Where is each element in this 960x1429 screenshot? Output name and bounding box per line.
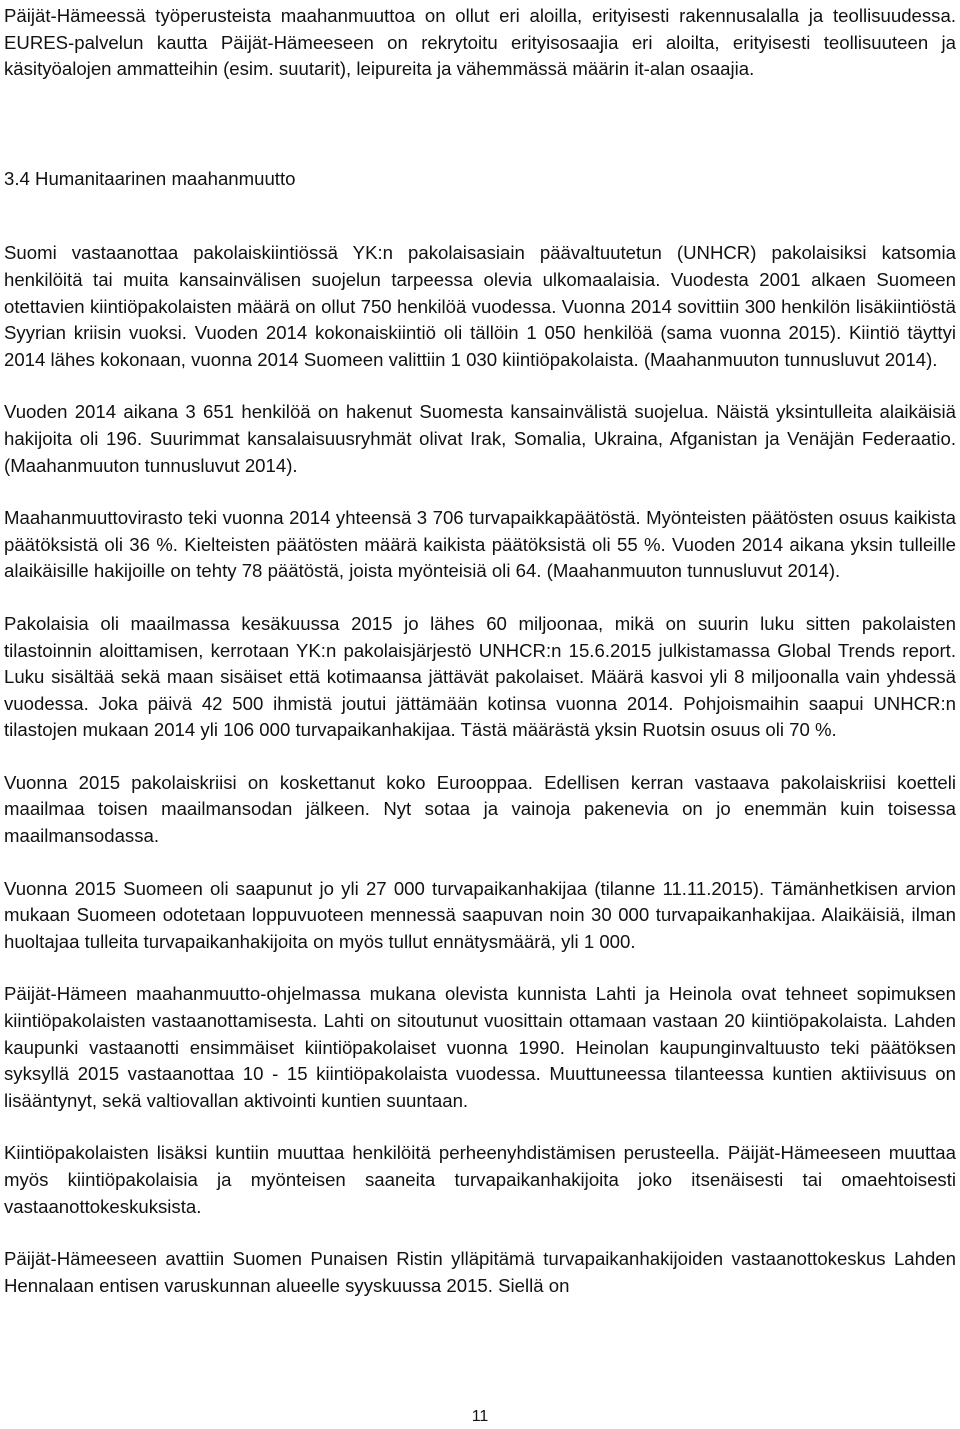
paragraph-global-refugees: Pakolaisia oli maailmassa kesäkuussa 2015 jo lähes 60 miljoonaa, mikä on suurin luku sitten pakolaisten tilastoinnin aloittamisen, kerrotaan YK:n pakolaisjärjestö UNHCR:n 15.6.2015 julkistamassa Global Trends report. Luku sisältää sekä maan sisäiset että kotimaansa jättävät pakolaiset. Määrä kasvoi yli 8 miljoonalla vain yhdessä vuodessa. Joka päivä 42 500 ihmistä joutui jättämään kotinsa vuonna 2014. Pohjoismaihin saapui UNHCR:n tilastojen mukaan 2014 yli 106 000 turvapaikanhakijaa. Tästä määrästä yksin Ruotsin osuus oli 70 %. [4, 612, 956, 741]
paragraph-paijat-hame-program: Päijät-Hämeen maahanmuutto-ohjelmassa mukana olevista kunnista Lahti ja Heinola ovat tehneet sopimuksen kiintiöpakolaisten vastaanottamisesta. Lahti on sitoutunut vuosittain ottamaan vastaan 20 kiintiöpakolaista. Lahden kaupunki vastaanotti ensimmäiset kiintiöpakolaiset vuonna 1990. Heinolan kaupunginvaltuusto teki päätöksen syksyllä 2015 vastaanottaa 10 - 15 kiintiöpakolaista vuodessa. Muuttuneessa tilanteessa kuntien aktiivisuus on lisääntynyt, sekä valtiovallan aktivointi kuntien suuntaan. [4, 983, 956, 1111]
paragraph-europe-crisis: Vuonna 2015 pakolaiskriisi on koskettanut koko Eurooppaa. Edellisen kerran vastaava pakolaiskriisi koetteli maailmaa toisen maailmansodan jälkeen. Nyt sotaa ja vainoja pakenevia on jo enemmän kuin toisessa maailmansodassa. [4, 771, 956, 847]
paragraph-asylum-applicants: Vuoden 2014 aikana 3 651 henkilöä on hakenut Suomesta kansainvälistä suojelua. Näistä yksintulleita alaikäisiä hakijoita oli 196. Suurimmat kansalaisuusryhmät olivat Irak, Somalia, Ukraina, Afganistan ja Venäjän Federaatio. (Maahanmuuton tunnusluvut 2014). [4, 401, 956, 476]
section-heading: 3.4 Humanitaarinen maahanmuutto [4, 167, 296, 189]
page-number: 11 [471, 1408, 489, 1425]
paragraph-asylum-decisions: Maahanmuuttovirasto teki vuonna 2014 yhteensä 3 706 turvapaikkapäätöstä. Myönteisten päätösten osuus kaikista päätöksistä oli 36 %. Kielteisten päätösten määrä kaikista päätöksistä oli 55 %. Vuoden 2014 aikana yksin tulleille alaikäisille hakijoille on tehty 78 päätöstä, joista myönteisiä oli 64. (Maahanmuuton tunnusluvut 2014). [4, 507, 956, 582]
paragraph-reception-centre: Päijät-Hämeeseen avattiin Suomen Punaisen Ristin ylläpitämä turvapaikanhakijoiden vastaanottokeskus Lahden Hennalaan entisen varuskunnan alueelle syyskuussa 2015. Siellä on [4, 1248, 956, 1296]
paragraph-intro: Päijät-Hämeessä työperusteista maahanmuuttoa on ollut eri aloilla, erityisesti rakennusalalla ja teollisuudessa. EURES-palvelun kautta Päijät-Hämeeseen on rekrytoitu erityisosaajia eri aloilta, erityisesti teollisuuteen ja käsityöalojen ammatteihin (esim. suutarit), leipureita ja vähemmässä määrin it-alan osaajia. [4, 5, 956, 80]
paragraph-family-reunification: Kiintiöpakolaisten lisäksi kuntiin muuttaa henkilöitä perheenyhdistämisen perusteella. Päijät-Hämeeseen muuttaa myös kiintiöpakolaisia ja myönteisen saaneita turvapaikanhakijoita joko itsenäisesti tai omaehtoisesti vastaanottokeskuksista. [4, 1142, 956, 1217]
paragraph-quota-refugees: Suomi vastaanottaa pakolaiskiintiössä YK:n pakolaisasiain päävaltuutetun (UNHCR) pakolaisiksi katsomia henkilöitä tai muita kansainvälisen suojelun tarpeessa olevia ulkomaalaisia. Vuodesta 2001 alkaen Suomeen otettavien kiintiöpakolaisten määrä on ollut 750 henkilöä vuodessa. Vuonna 2014 sovittiin 300 henkilön lisäkiintiöstä Syyrian kriisin vuoksi. Vuoden 2014 kokonaiskiintiö oli tällöin 1 050 henkilöä (sama vuonna 2015). Kiintiö täyttyi 2014 lähes kokonaan, vuonna 2014 Suomeen valittiin 1 030 kiintiöpakolaista. (Maahanmuuton tunnusluvut 2014). [4, 242, 956, 370]
document-page [4, 0, 956, 1299]
paragraph-finland-2015: Vuonna 2015 Suomeen oli saapunut jo yli 27 000 turvapaikanhakijaa (tilanne 11.11.2015). Tämänhetkisen arvion mukaan Suomeen odotetaan loppuvuoteen mennessä saapuvan noin 30 000 turvapaikanhakijaa. Alaikäisiä, ilman huoltajaa tulleita turvapaikanhakijoita on myös tullut ennätysmäärä, yli 1 000. [4, 877, 956, 952]
